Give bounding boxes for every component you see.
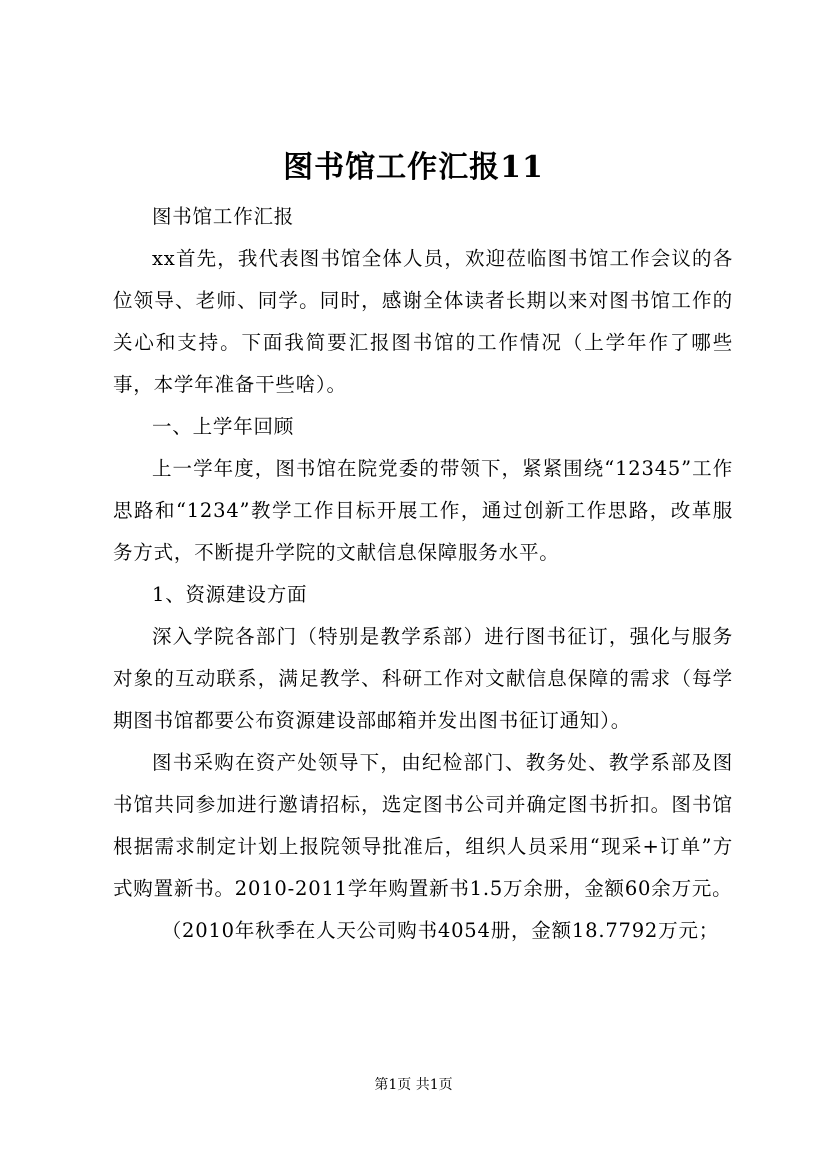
paragraph-intro: xx首先，我代表图书馆全体人员，欢迎莅临图书馆工作会议的各位领导、老师、同学。同时，感谢全体读者长期以来对图书馆工作的关心和支持。下面我简要汇报图书馆的工作情况（上学年作了哪些事，本学年准备干些啥）。 bbox=[113, 247, 733, 396]
page-footer: 第1页 共1页 bbox=[374, 1077, 453, 1093]
section-heading-review: 一、上学年回顾 bbox=[152, 415, 295, 438]
paragraph-heading: 图书馆工作汇报 bbox=[152, 205, 295, 228]
paragraph-purchase-detail: （2010年秋季在人天公司购书4054册，金额18.7792万元； bbox=[161, 919, 720, 942]
subsection-heading-resources: 1、资源建设方面 bbox=[152, 583, 308, 606]
paragraph-resources: 深入学院各部门（特别是教学系部）进行图书征订，强化与服务对象的互动联系，满足教学、科研工作对文献信息保障的需求（每学期图书馆都要公布资源建设部邮箱并发出图书征订通知）。 bbox=[113, 625, 733, 732]
document-body bbox=[113, 196, 733, 952]
paragraph-procurement: 图书采购在资产处领导下，由纪检部门、教务处、教学系部及图书馆共同参加进行邀请招标，选定图书公司并确定图书折扣。图书馆根据需求制定计划上报院领导批准后，组织人员采用“现采+订单”方式购置新书。2010-2011学年购置新书1.5万余册，金额60余万元。 bbox=[113, 751, 733, 900]
document-title: 图书馆工作汇报11 bbox=[283, 150, 544, 185]
paragraph-review: 上一学年度，图书馆在院党委的带领下，紧紧围绕“12345”工作思路和“1234”教学工作目标开展工作，通过创新工作思路，改革服务方式，不断提升学院的文献信息保障服务水平。 bbox=[113, 457, 733, 564]
